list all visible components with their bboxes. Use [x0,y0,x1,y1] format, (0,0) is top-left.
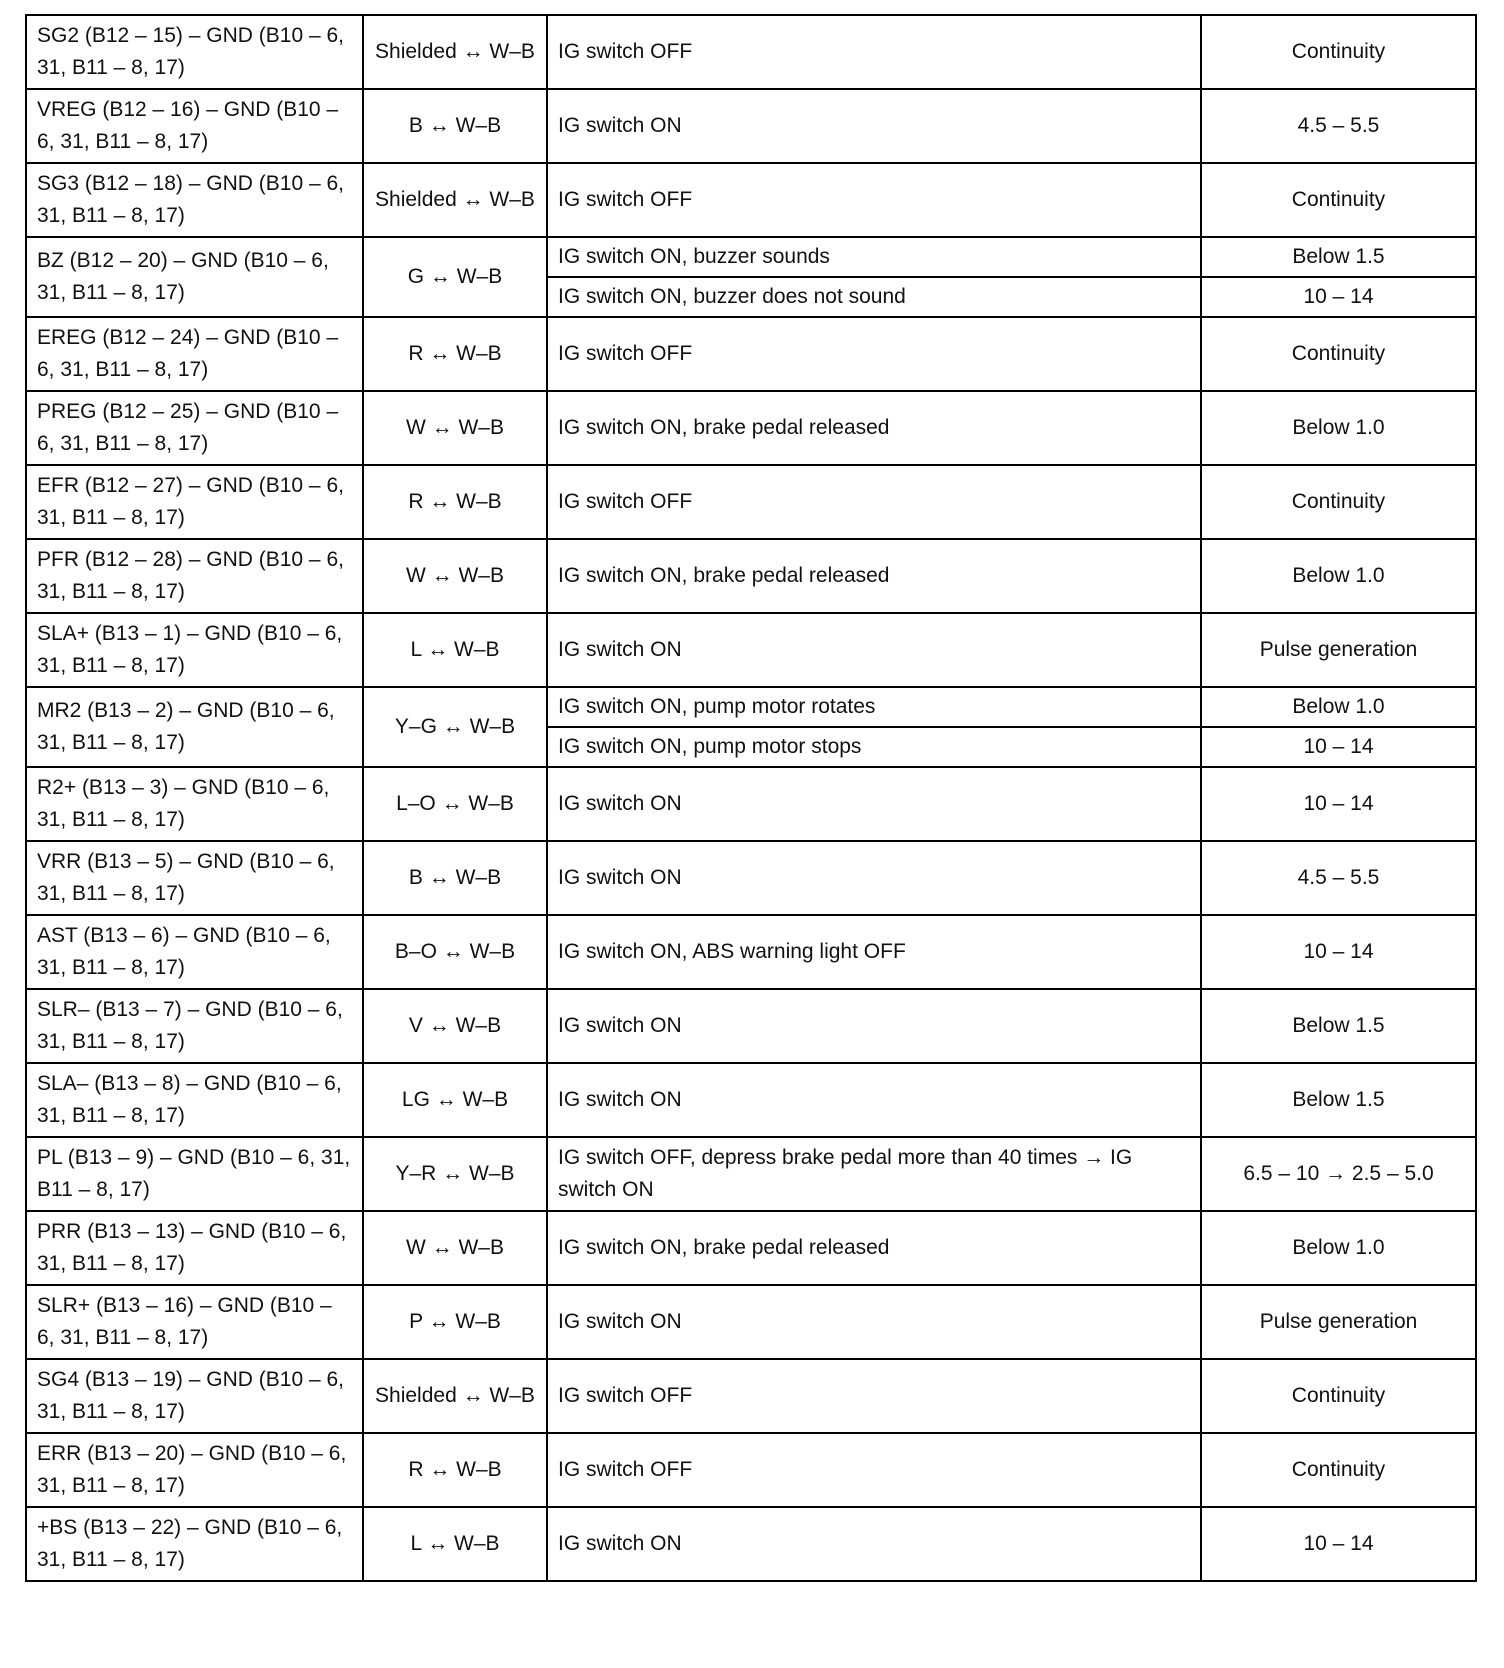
table-row [26,767,1476,841]
terminal-cell: SLA– (B13 – 8) – GND (B10 – 6, 31, B11 – 8, 17) [26,1063,363,1137]
wire-color-cell: W ↔ W–B [363,1211,547,1285]
specified-condition-cell: Continuity [1201,1359,1476,1433]
specified-condition-cell: Below 1.0 [1201,391,1476,465]
terminal-cell: EREG (B12 – 24) – GND (B10 – 6, 31, B11 – 8, 17) [26,317,363,391]
condition-cell: IG switch OFF [547,317,1201,391]
terminal-cell: SLR– (B13 – 7) – GND (B10 – 6, 31, B11 – 8, 17) [26,989,363,1063]
wire-color-cell: W ↔ W–B [363,539,547,613]
table-row [26,317,1476,391]
condition-cell: IG switch ON [547,89,1201,163]
specified-condition-cell: Continuity [1201,15,1476,89]
terminal-cell: PREG (B12 – 25) – GND (B10 – 6, 31, B11 – 8, 17) [26,391,363,465]
wire-color-cell: B ↔ W–B [363,841,547,915]
terminal-cell: MR2 (B13 – 2) – GND (B10 – 6, 31, B11 – 8, 17) [26,687,363,767]
wire-color-cell: Shielded ↔ W–B [363,163,547,237]
wire-color-cell: L ↔ W–B [363,613,547,687]
wire-color-cell: G ↔ W–B [363,237,547,317]
specified-condition-cell: Continuity [1201,1433,1476,1507]
specified-condition-cell: Pulse generation [1201,1285,1476,1359]
condition-cell: IG switch ON, brake pedal released [547,539,1201,613]
specified-condition-cell: 10 – 14 [1201,915,1476,989]
table-row [26,1137,1476,1211]
table-subrow [26,237,1476,277]
condition-cell: IG switch OFF [547,1359,1201,1433]
table-row [26,1433,1476,1507]
condition-cell: IG switch ON, pump motor rotates [547,687,1201,727]
condition-cell: IG switch OFF [547,15,1201,89]
terminal-cell: SLA+ (B13 – 1) – GND (B10 – 6, 31, B11 – 8, 17) [26,613,363,687]
table-row [26,163,1476,237]
condition-cell: IG switch OFF, depress brake pedal more than 40 times → IG switch ON [547,1137,1201,1211]
condition-cell: IG switch ON [547,1507,1201,1581]
terminal-cell: ERR (B13 – 20) – GND (B10 – 6, 31, B11 – 8, 17) [26,1433,363,1507]
table-subrow [26,687,1476,727]
condition-cell: IG switch ON, buzzer sounds [547,237,1201,277]
specified-condition-cell: Below 1.5 [1201,1063,1476,1137]
terminal-cell: PRR (B13 – 13) – GND (B10 – 6, 31, B11 – 8, 17) [26,1211,363,1285]
specified-condition-cell: 4.5 – 5.5 [1201,89,1476,163]
table-row [26,989,1476,1063]
wire-color-cell: Shielded ↔ W–B [363,15,547,89]
table-body [26,15,1476,1581]
condition-cell: IG switch ON [547,613,1201,687]
wire-color-cell: L ↔ W–B [363,1507,547,1581]
wire-color-cell: V ↔ W–B [363,989,547,1063]
terminal-cell: VREG (B12 – 16) – GND (B10 – 6, 31, B11 – 8, 17) [26,89,363,163]
condition-cell: IG switch ON [547,841,1201,915]
table-row [26,841,1476,915]
table-row [26,391,1476,465]
specified-condition-cell: Below 1.5 [1201,237,1476,277]
terminal-cell: +BS (B13 – 22) – GND (B10 – 6, 31, B11 – 8, 17) [26,1507,363,1581]
wire-color-cell: B–O ↔ W–B [363,915,547,989]
condition-cell: IG switch ON, pump motor stops [547,727,1201,767]
table-row [26,89,1476,163]
specified-condition-cell: Below 1.0 [1201,687,1476,727]
condition-cell: IG switch ON, brake pedal released [547,1211,1201,1285]
specified-condition-cell: 6.5 – 10 → 2.5 – 5.0 [1201,1137,1476,1211]
table-row [26,1063,1476,1137]
terminal-cell: SG3 (B12 – 18) – GND (B10 – 6, 31, B11 – 8, 17) [26,163,363,237]
table-row [26,1211,1476,1285]
specified-condition-cell: 10 – 14 [1201,767,1476,841]
condition-cell: IG switch ON [547,989,1201,1063]
terminal-cell: VRR (B13 – 5) – GND (B10 – 6, 31, B11 – 8, 17) [26,841,363,915]
specified-condition-cell: Continuity [1201,163,1476,237]
table-row [26,1359,1476,1433]
wire-color-cell: L–O ↔ W–B [363,767,547,841]
terminal-cell: SLR+ (B13 – 16) – GND (B10 – 6, 31, B11 – 8, 17) [26,1285,363,1359]
terminal-cell: EFR (B12 – 27) – GND (B10 – 6, 31, B11 – 8, 17) [26,465,363,539]
specified-condition-cell: Below 1.0 [1201,1211,1476,1285]
condition-cell: IG switch ON [547,1063,1201,1137]
specified-condition-cell: Pulse generation [1201,613,1476,687]
terminal-inspection-table [25,14,1477,1582]
table-row [26,15,1476,89]
terminal-cell: SG4 (B13 – 19) – GND (B10 – 6, 31, B11 – 8, 17) [26,1359,363,1433]
specified-condition-cell: Below 1.0 [1201,539,1476,613]
specified-condition-cell: 10 – 14 [1201,277,1476,317]
condition-cell: IG switch ON, ABS warning light OFF [547,915,1201,989]
terminal-cell: PL (B13 – 9) – GND (B10 – 6, 31, B11 – 8, 17) [26,1137,363,1211]
wire-color-cell: P ↔ W–B [363,1285,547,1359]
table-row [26,1507,1476,1581]
condition-cell: IG switch OFF [547,163,1201,237]
wire-color-cell: Y–G ↔ W–B [363,687,547,767]
wire-color-cell: Y–R ↔ W–B [363,1137,547,1211]
specified-condition-cell: Continuity [1201,317,1476,391]
terminal-cell: BZ (B12 – 20) – GND (B10 – 6, 31, B11 – 8, 17) [26,237,363,317]
specified-condition-cell: 10 – 14 [1201,727,1476,767]
terminal-cell: PFR (B12 – 28) – GND (B10 – 6, 31, B11 – 8, 17) [26,539,363,613]
wire-color-cell: R ↔ W–B [363,465,547,539]
terminal-cell: SG2 (B12 – 15) – GND (B10 – 6, 31, B11 – 8, 17) [26,15,363,89]
condition-cell: IG switch ON [547,767,1201,841]
wire-color-cell: R ↔ W–B [363,1433,547,1507]
specified-condition-cell: 10 – 14 [1201,1507,1476,1581]
condition-cell: IG switch ON, brake pedal released [547,391,1201,465]
table-row [26,613,1476,687]
condition-cell: IG switch OFF [547,1433,1201,1507]
terminal-cell: AST (B13 – 6) – GND (B10 – 6, 31, B11 – 8, 17) [26,915,363,989]
specified-condition-cell: Continuity [1201,465,1476,539]
wire-color-cell: W ↔ W–B [363,391,547,465]
table-row [26,1285,1476,1359]
condition-cell: IG switch OFF [547,465,1201,539]
table-row [26,465,1476,539]
table-row [26,539,1476,613]
wire-color-cell: R ↔ W–B [363,317,547,391]
condition-cell: IG switch ON, buzzer does not sound [547,277,1201,317]
specified-condition-cell: Below 1.5 [1201,989,1476,1063]
condition-cell: IG switch ON [547,1285,1201,1359]
wire-color-cell: B ↔ W–B [363,89,547,163]
table-row [26,915,1476,989]
terminal-cell: R2+ (B13 – 3) – GND (B10 – 6, 31, B11 – 8, 17) [26,767,363,841]
wire-color-cell: Shielded ↔ W–B [363,1359,547,1433]
wire-color-cell: LG ↔ W–B [363,1063,547,1137]
specified-condition-cell: 4.5 – 5.5 [1201,841,1476,915]
